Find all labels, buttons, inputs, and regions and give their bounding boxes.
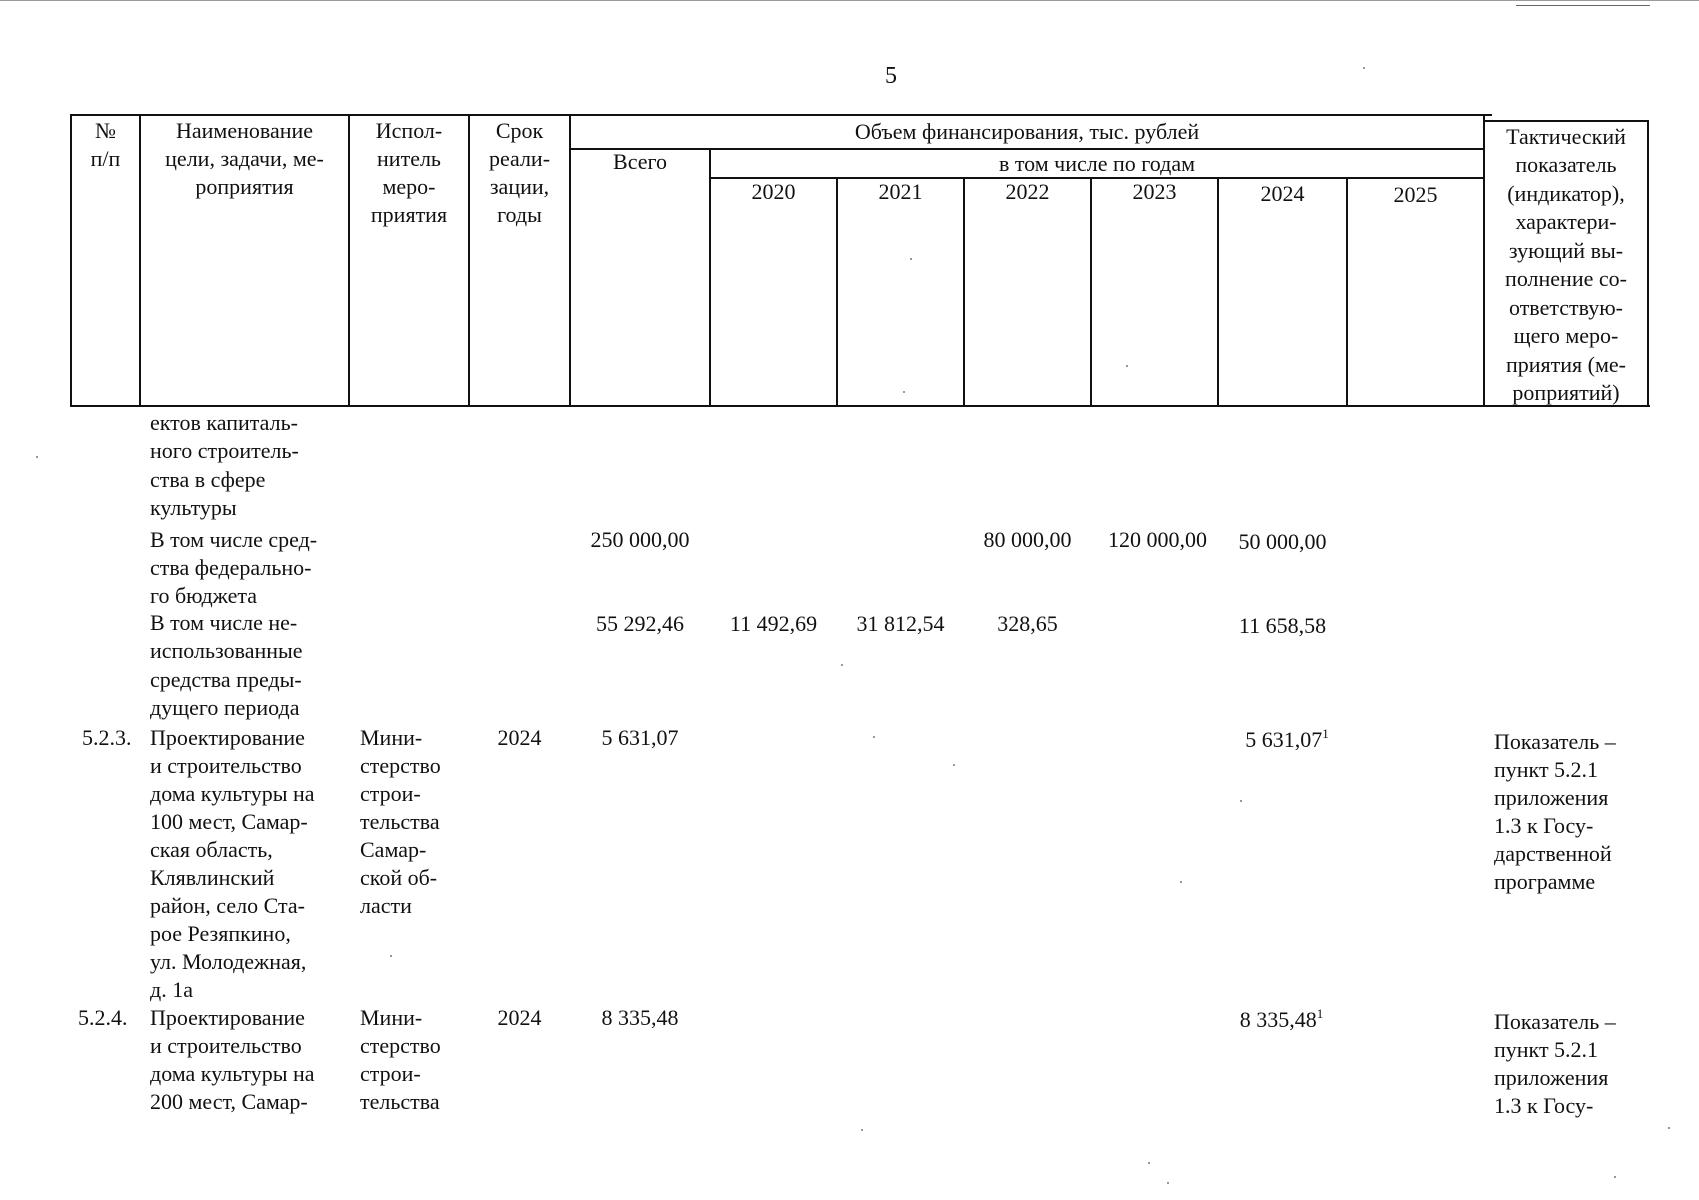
row-name-line: 200 мест, Самар-	[150, 1089, 308, 1114]
row-name-line: 100 мест, Самар-	[150, 809, 308, 834]
row-name-line: и строительство	[150, 753, 302, 778]
total-value: 55 292,46	[596, 611, 684, 636]
header-year: 2024	[1260, 181, 1305, 206]
header-indicator-line: роприятий)	[1512, 380, 1620, 405]
header-indicator-line: (индикатор),	[1507, 181, 1625, 206]
row-executor-line: стерство	[360, 753, 441, 778]
row-term: 2024	[497, 1005, 542, 1030]
header-indicator-line: щего меро-	[1513, 323, 1619, 348]
header-indicator-line: характери-	[1515, 209, 1617, 234]
year-2024-amount: 5 631,07	[1245, 727, 1323, 752]
header-year: 2022	[1005, 179, 1050, 204]
row-name-line: ства в сфере	[150, 467, 266, 492]
row-name-line: ного строитель-	[150, 438, 299, 463]
header-indicator-line: ответствую-	[1508, 295, 1623, 320]
header-year: 2025	[1393, 182, 1438, 207]
header-year: 2020	[751, 179, 796, 204]
year-2024-amount: 8 335,48	[1239, 1007, 1317, 1032]
footnote-mark: 1	[1316, 1006, 1324, 1021]
header-name-line: цели, задачи, ме-	[165, 146, 324, 171]
header-indicator-line: показатель	[1515, 152, 1617, 177]
header-term-line: годы	[497, 202, 542, 227]
row-name-line: В том числе не-	[150, 610, 298, 635]
row-executor-line: Мини-	[360, 725, 423, 750]
header-executor-line: приятия	[370, 202, 448, 227]
row-number: 5.2.3.	[82, 725, 132, 750]
row-name-line: Проектирование	[150, 1005, 305, 1030]
scan-top-mark	[1516, 5, 1650, 6]
row-indicator-line: программе	[1494, 869, 1596, 894]
row-name-line: В том числе сред-	[150, 527, 318, 552]
row-indicator-line: 1.3 к Госу-	[1494, 1093, 1594, 1118]
header-indicator-line: приятия (ме-	[1505, 352, 1626, 377]
year-2024-value: 11 658,58	[1238, 613, 1327, 638]
header-executor-line: нитель	[377, 146, 441, 171]
year-2024-value	[1219, 1006, 1344, 1034]
header-executor-line: меро-	[382, 174, 436, 199]
header-by-years: в том числе по годам	[998, 151, 1196, 176]
row-name-line: ства федерально-	[150, 555, 312, 580]
header-indicator-line: Тактический	[1506, 124, 1626, 149]
header-num-line: п/п	[90, 146, 121, 171]
row-term: 2024	[497, 725, 542, 750]
row-executor-line: ской об-	[360, 865, 438, 890]
row-indicator-line: пункт 5.2.1	[1494, 1037, 1599, 1062]
row-executor-line: строи-	[360, 1061, 421, 1086]
year-2022-value: 328,65	[997, 611, 1058, 636]
header-year: 2021	[878, 179, 923, 204]
row-indicator-line: 1.3 к Госу-	[1494, 813, 1594, 838]
row-name-line: Проектирование	[150, 725, 305, 750]
row-indicator-line: Показатель –	[1494, 729, 1616, 754]
total-value: 5 631,07	[601, 725, 679, 750]
year-2021-value: 31 812,54	[856, 611, 945, 636]
year-2023-value: 120 000,00	[1108, 527, 1207, 552]
year-2024-value: 50 000,00	[1238, 529, 1327, 554]
header-indicator-line: полнение со-	[1505, 266, 1627, 291]
row-indicator-line: дарственной	[1494, 841, 1612, 866]
row-name-line: д. 1а	[150, 977, 193, 1002]
row-indicator-line: Показатель –	[1494, 1009, 1616, 1034]
header-name-line: Наименование	[175, 118, 314, 143]
row-name-line: и строительство	[150, 1033, 302, 1058]
row-indicator-line: приложения	[1494, 785, 1609, 810]
header-indicator-line: зующий вы-	[1508, 238, 1624, 263]
row-name-line: ская область,	[150, 837, 273, 862]
scan-top-edge	[0, 0, 1699, 1]
header-term-line: Срок	[495, 118, 544, 143]
header-total: Всего	[613, 149, 667, 174]
row-executor-line: ласти	[360, 893, 412, 918]
row-executor-line: тельства	[360, 1089, 440, 1114]
header-year: 2023	[1132, 179, 1177, 204]
page-number: 5	[885, 63, 897, 89]
row-name-line: средства преды-	[150, 667, 302, 692]
row-name-line: культуры	[150, 495, 237, 520]
total-value: 250 000,00	[590, 527, 690, 552]
row-name-line: использованные	[150, 638, 303, 663]
row-name-line: дома культуры на	[150, 781, 315, 806]
header-term-line: реали-	[488, 146, 551, 171]
row-name-line: ул. Молодежная,	[150, 949, 307, 974]
row-indicator-line: приложения	[1494, 1065, 1609, 1090]
row-name-line: ектов капиталь-	[150, 410, 298, 435]
row-name-line: рое Резяпкино,	[150, 921, 291, 946]
row-name-line: го бюджета	[150, 583, 258, 608]
row-name-line: дущего периода	[150, 695, 300, 720]
row-name-line: район, село Ста-	[150, 893, 305, 918]
row-executor-line: Мини-	[360, 1005, 423, 1030]
footnote-mark: 1	[1322, 726, 1329, 741]
header-term-line: зации,	[489, 174, 550, 199]
row-number: 5.2.4.	[78, 1005, 128, 1030]
row-executor-line: тельства	[360, 809, 440, 834]
header-executor-line: Испол-	[375, 118, 443, 143]
row-executor-line: стерство	[360, 1033, 441, 1058]
row-indicator-line: пункт 5.2.1	[1494, 757, 1599, 782]
row-name-line: Клявлинский	[150, 865, 275, 890]
row-executor-line: Самар-	[360, 837, 427, 862]
total-value: 8 335,48	[601, 1005, 679, 1030]
year-2022-value: 80 000,00	[983, 527, 1072, 552]
row-executor-line: строи-	[360, 781, 421, 806]
year-2020-value: 11 492,69	[729, 611, 818, 636]
row-name-line: дома культуры на	[150, 1061, 315, 1086]
year-2024-value	[1219, 726, 1355, 754]
header-name-line: роприятия	[195, 174, 294, 199]
header-num-line: №	[95, 118, 116, 143]
header-funding-title: Объем финансирования, тыс. рублей	[854, 119, 1200, 144]
